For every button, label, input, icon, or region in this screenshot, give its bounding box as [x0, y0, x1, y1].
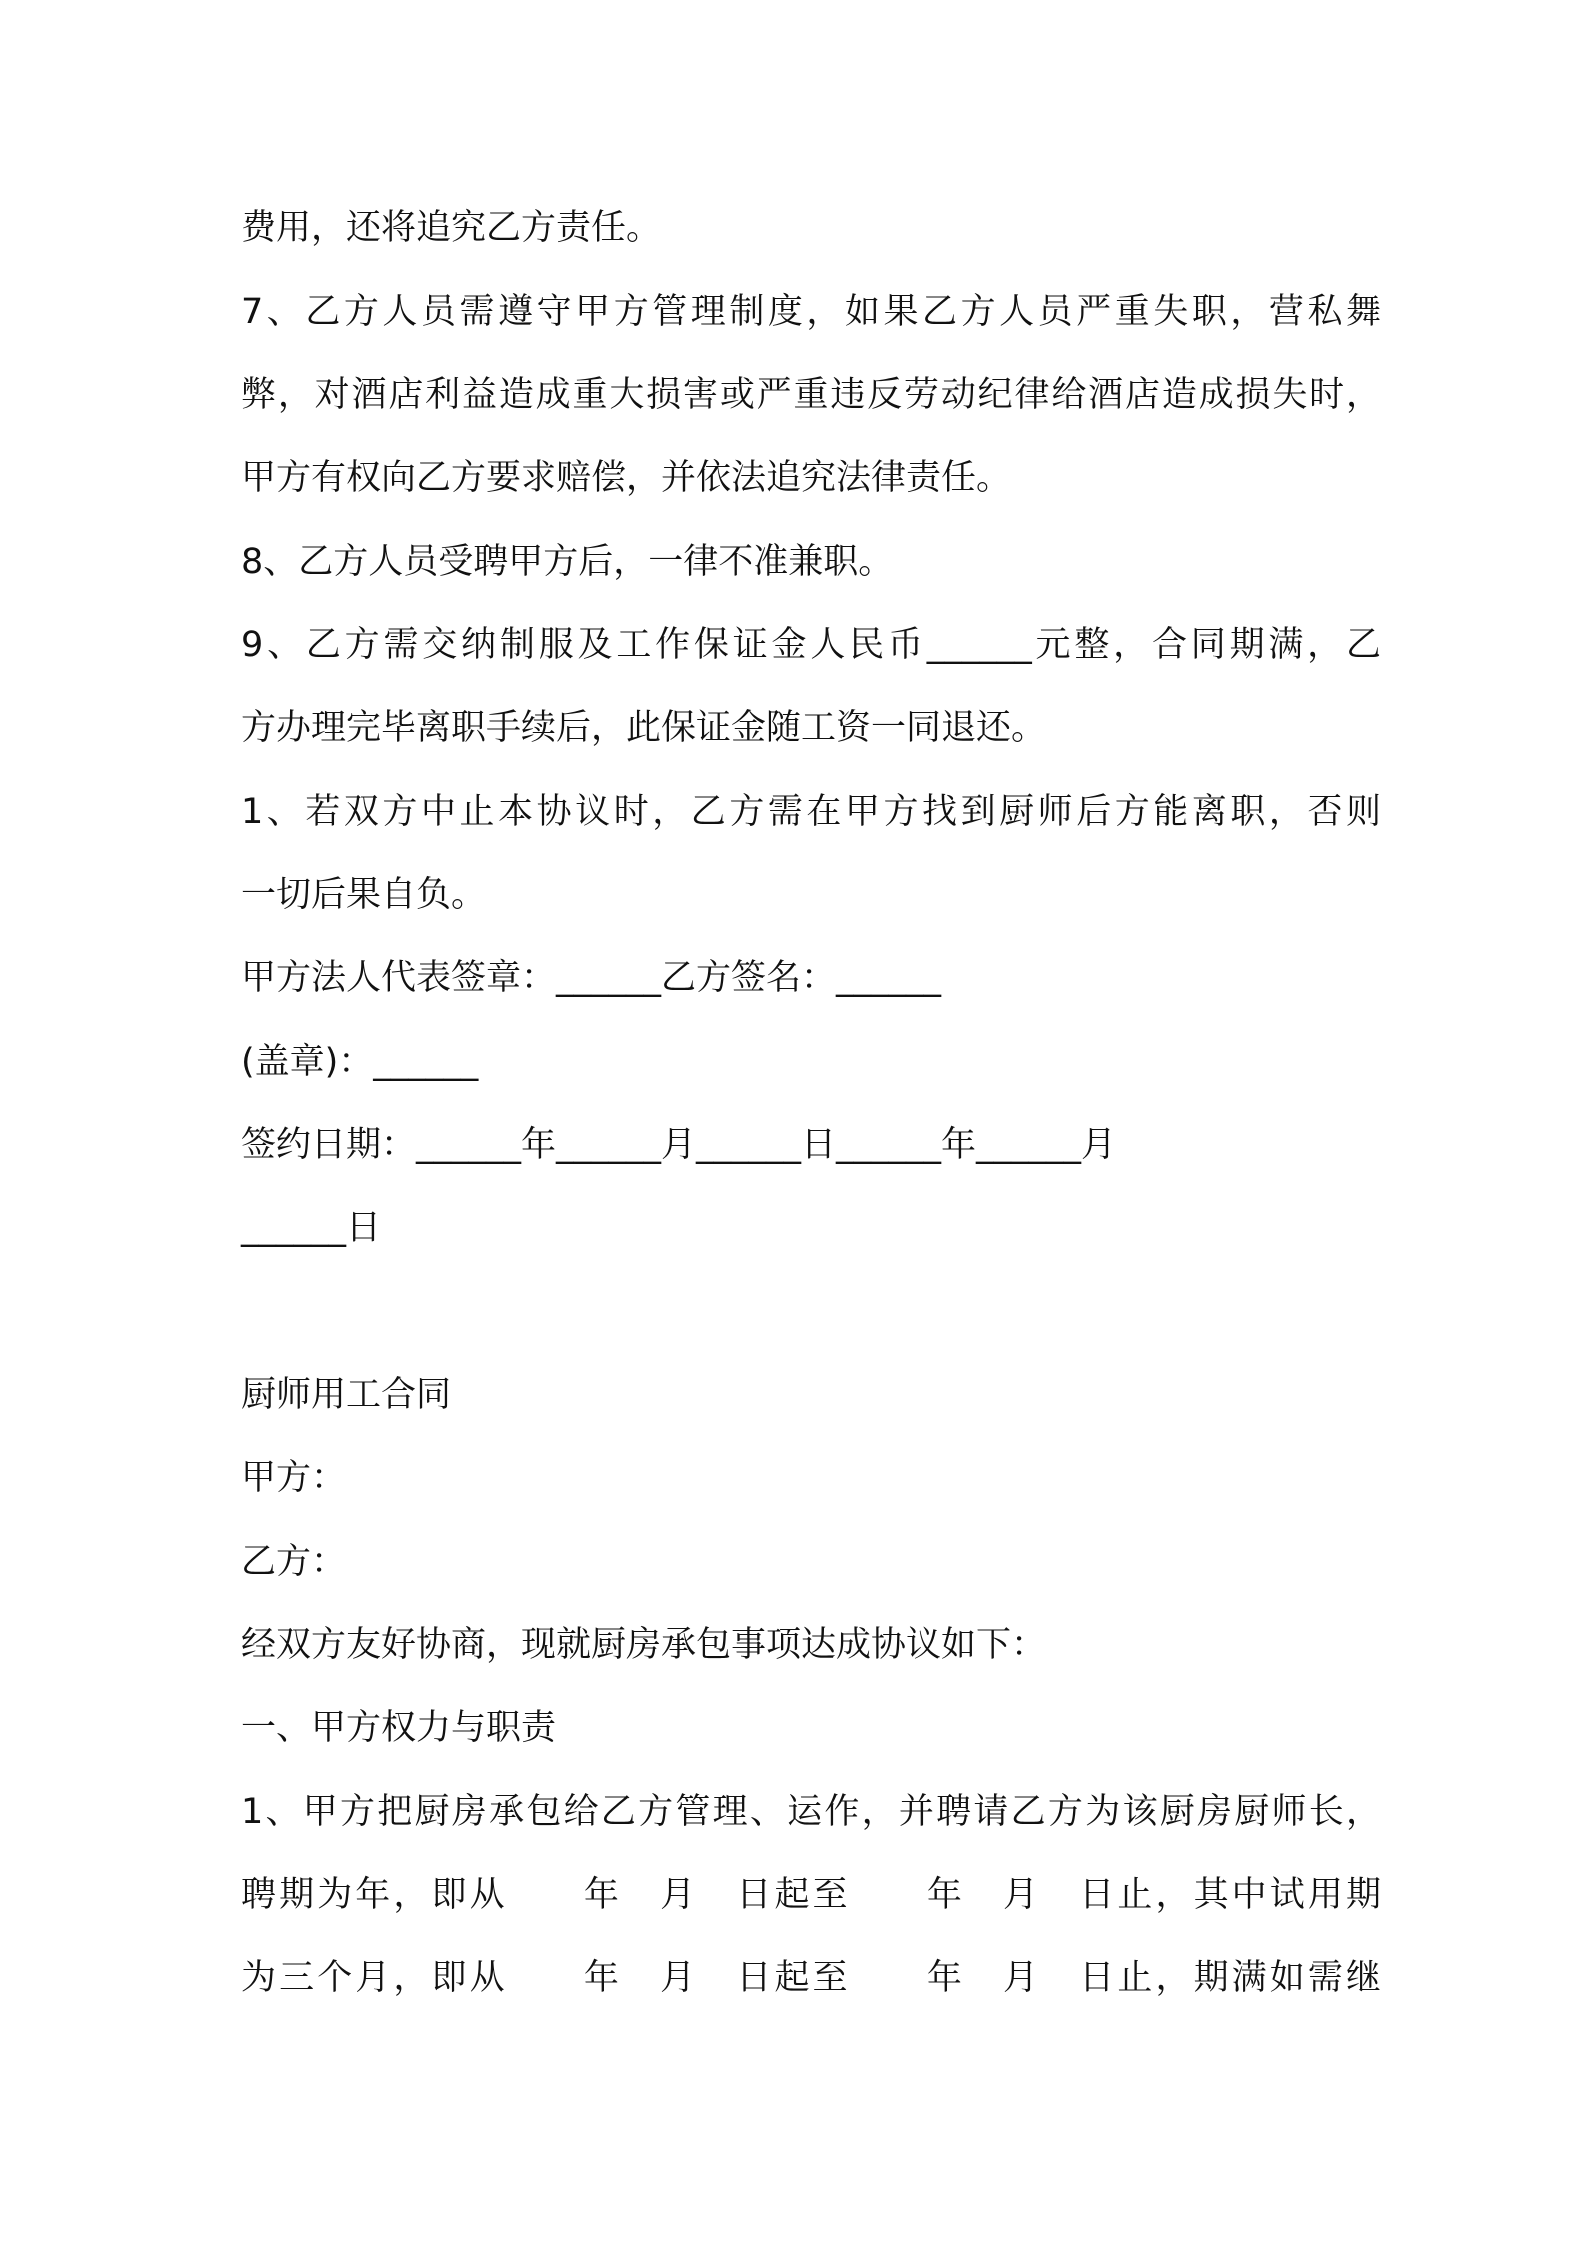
section-1-line-3: 为三个月，即从 年 月 日起至 年 月 日止，期满如需继	[241, 1958, 1381, 1998]
section-1-line-2: 聘期为年，即从 年 月 日起至 年 月 日止，其中试用期	[241, 1875, 1381, 1915]
party-b-line: 乙方：	[241, 1542, 347, 1582]
agreement-intro-line: 经双方友好协商，现就厨房承包事项达成协议如下：	[241, 1625, 1047, 1665]
signing-date-line-1: 签约日期：______年______月______日______年______月	[241, 1125, 1117, 1165]
clause-9-line-1: 9、乙方需交纳制服及工作保证金人民币______元整，合同期满，乙	[241, 625, 1381, 665]
clause-7-line-2: 弊，对酒店利益造成重大损害或严重违反劳动纪律给酒店造成损失时，	[241, 375, 1381, 415]
contract-title: 厨师用工合同	[241, 1375, 452, 1415]
clause-9-line-2: 方办理完毕离职手续后，此保证金随工资一同退还。	[241, 708, 1047, 748]
clause-7-line-3: 甲方有权向乙方要求赔偿，并依法追究法律责任。	[241, 458, 1012, 498]
section-1-line-1: 1、甲方把厨房承包给乙方管理、运作，并聘请乙方为该厨房厨师长，	[241, 1792, 1381, 1832]
section-heading-party-a-rights: 一、甲方权力与职责	[241, 1708, 557, 1748]
clause-8-line: 8、乙方人员受聘甲方后，一律不准兼职。	[241, 542, 894, 582]
clause-7-line-1: 7、乙方人员需遵守甲方管理制度，如果乙方人员严重失职，营私舞	[241, 292, 1381, 332]
signing-date-line-2: ______日	[241, 1208, 382, 1248]
paragraph-line-1: 费用，还将追究乙方责任。	[241, 208, 662, 248]
clause-1-termination-line-1: 1、若双方中止本协议时，乙方需在甲方找到厨师后方能离职，否则	[241, 792, 1381, 832]
party-a-line: 甲方：	[241, 1458, 347, 1498]
signature-line: 甲方法人代表签章：______乙方签名：______	[241, 958, 942, 998]
seal-line: (盖章)：______	[241, 1042, 479, 1082]
clause-1-termination-line-2: 一切后果自负。	[241, 875, 487, 915]
